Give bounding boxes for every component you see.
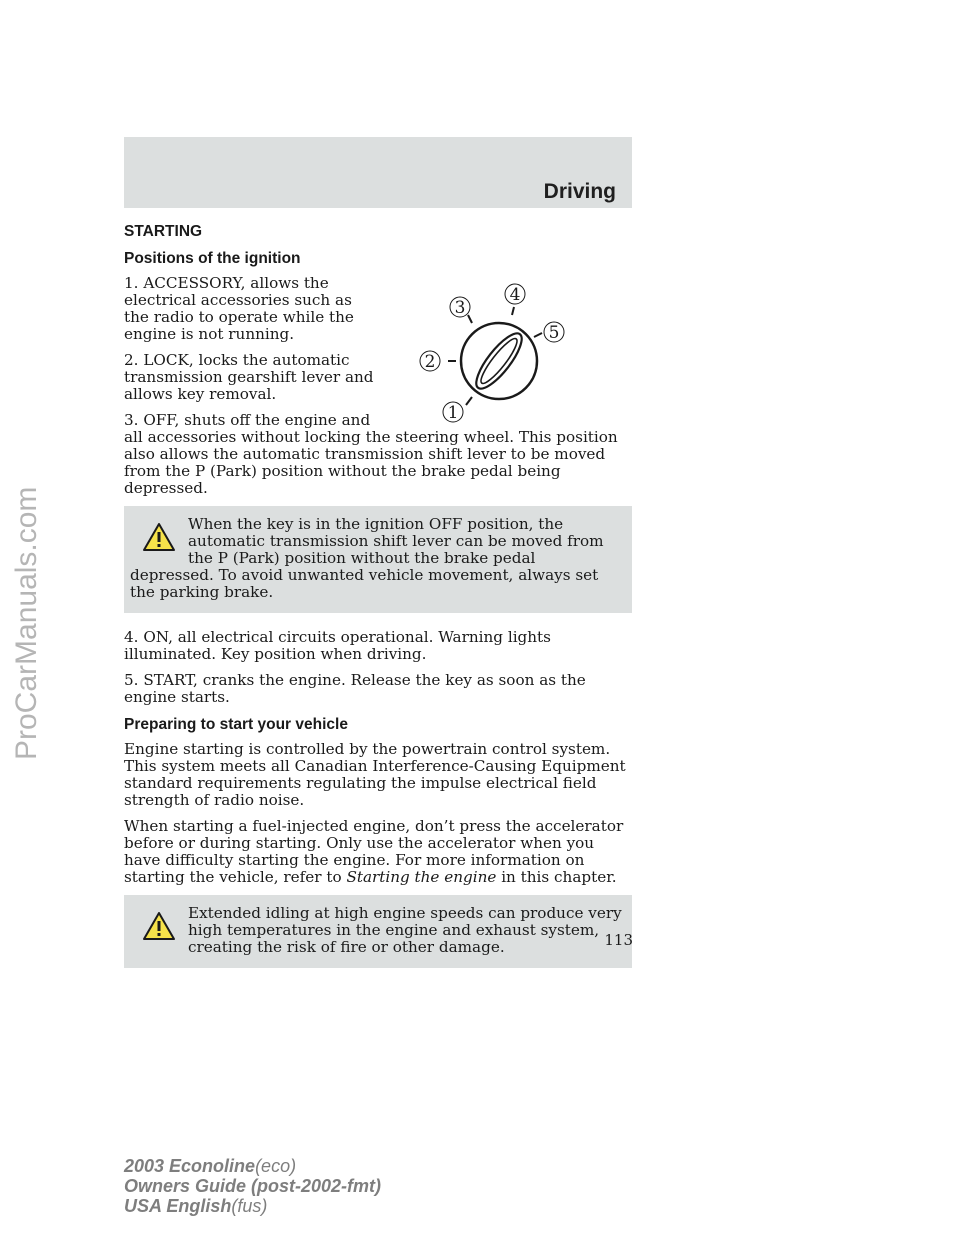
- ignition-heading: Positions of the ignition: [124, 250, 301, 267]
- footer-line-3: [124, 1196, 381, 1216]
- warning-triangle-icon: [142, 911, 176, 941]
- ignition-item-on: 4. ON, all electrical circuits operational. Warning lights illuminated. Key position when driving.: [124, 628, 551, 663]
- warning-box-parking: [124, 506, 632, 613]
- prep-paragraph-2-end: in this chapter.: [496, 868, 617, 886]
- ignition-item-lock: 2. LOCK, locks the automatic transmission gearshift lever and allows key removal.: [124, 351, 374, 403]
- warning-text-parking: When the key is in the ignition OFF position, the automatic transmission shift lever can be moved from the P (Park) position without the brake pedal depressed. To avoid unwanted vehicle movement, always set the parking brake.: [130, 515, 604, 601]
- footer-model: 2003 Econoline: [124, 1156, 256, 1176]
- position-label-3: 3: [454, 298, 466, 318]
- ignition-item-start: 5. START, cranks the engine. Release the key as soon as the engine starts.: [124, 671, 586, 706]
- warning-box-idling: [124, 895, 632, 968]
- prep-paragraph-2: [124, 818, 632, 886]
- prep-paragraph-1: Engine starting is controlled by the powertrain control system. This system meets all Canadian Interference-Causing Equipment standard requirements regulating the impulse electrical field strength of radio noise.: [124, 740, 626, 809]
- watermark-text: ProCarManuals.com: [10, 486, 43, 760]
- ignition-item-off: 3. OFF, shuts off the engine and all accessories without locking the steering wheel. This position also allows the automatic transmission shift lever to be moved from the P (Park) position without the brake pedal being depressed.: [124, 411, 618, 497]
- position-label-1: 1: [447, 403, 459, 423]
- watermark: [2, 0, 54, 1242]
- starting-engine-reference: Starting the engine: [346, 868, 497, 886]
- ignition-switch-diagram: [384, 275, 634, 423]
- position-label-2: 2: [424, 352, 436, 372]
- chapter-title: Driving: [543, 180, 616, 203]
- page-number: 113: [604, 931, 633, 949]
- footer-language: USA English: [124, 1196, 232, 1216]
- position-label-4: 4: [509, 285, 521, 305]
- footer-model-code: (eco): [255, 1156, 297, 1176]
- section-title: STARTING: [124, 223, 203, 240]
- ignition-item-accessory: 1. ACCESSORY, allows the electrical accessories such as the radio to operate while the engine is not running.: [124, 274, 354, 343]
- footer-line-1: [124, 1156, 381, 1176]
- warning-triangle-icon: [142, 522, 176, 552]
- header-band: [124, 137, 632, 208]
- document-footer: [124, 1156, 381, 1216]
- footer-language-code: (fus): [231, 1196, 268, 1216]
- page-content: [124, 215, 632, 984]
- position-label-5: 5: [548, 323, 560, 343]
- prep-heading: Preparing to start your vehicle: [124, 716, 348, 733]
- ignition-figure: [384, 275, 634, 423]
- footer-line-2: Owners Guide (post-2002-fmt): [124, 1176, 382, 1196]
- warning-text-idling: Extended idling at high engine speeds can produce very high temperatures in the engine and exhaust system, creating the risk of fire or other damage.: [188, 904, 622, 956]
- prep-paragraph-2-main: When starting a fuel-injected engine, don’t press the accelerator before or during starting. Only use the accelerator when you have difficulty starting the engine. For more information on starting the vehicle, refer to: [124, 817, 624, 886]
